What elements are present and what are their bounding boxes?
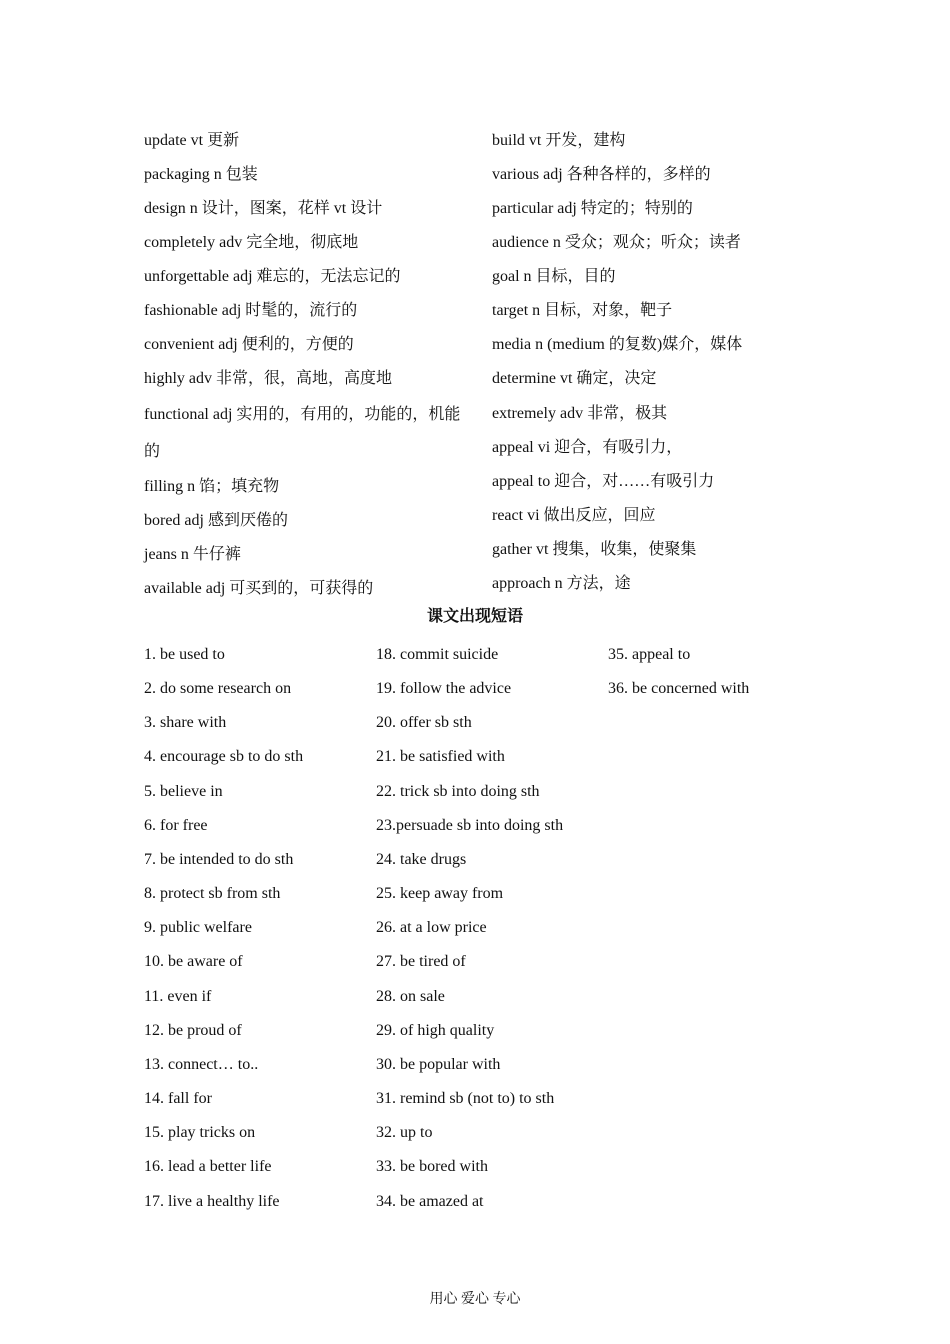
phrase-item: 20. offer sb sth — [376, 714, 472, 732]
phrase-item: 15. play tricks on — [144, 1124, 256, 1142]
phrase-item: 26. at a low price — [376, 919, 487, 937]
vocab-item: react vi 做出反应，回应 — [492, 507, 656, 524]
vocab-item: fashionable adj 时髦的，流行的 — [144, 302, 358, 319]
phrases-column-2 — [376, 638, 563, 1219]
vocab-item: media n (medium 的复数)媒介，媒体 — [492, 336, 743, 353]
phrase-item: 14. fall for — [144, 1090, 212, 1108]
phrase-item: 6. for free — [144, 816, 208, 834]
vocab-item: update vt 更新 — [144, 132, 240, 149]
phrases-column-1 — [144, 638, 303, 1219]
phrase-item: 23.persuade sb into doing sth — [376, 816, 564, 834]
phrase-item: 31. remind sb (not to) to sth — [376, 1090, 555, 1108]
vocab-item: convenient adj 便利的，方便的 — [144, 336, 354, 353]
phrase-item: 35. appeal to — [608, 646, 691, 663]
phrase-item: 19. follow the advice — [376, 680, 512, 698]
vocab-item: goal n 目标，目的 — [492, 268, 616, 285]
phrase-item: 18. commit suicide — [376, 646, 499, 663]
phrase-item: 27. be tired of — [376, 953, 466, 971]
phrase-item: 17. live a healthy life — [144, 1192, 280, 1210]
vocab-item: audience n 受众；观众；听众；读者 — [492, 234, 741, 251]
phrase-item: 21. be satisfied with — [376, 748, 505, 766]
vocabulary-right-column — [492, 124, 792, 601]
phrase-item: 12. be proud of — [144, 1021, 242, 1039]
phrase-item: 3. share with — [144, 714, 227, 732]
phrase-item: 11. even if — [144, 987, 212, 1005]
page-footer: 用心 爱心 专心 — [429, 1292, 521, 1307]
vocabulary-left-column — [144, 124, 469, 606]
vocab-item: various adj 各种各样的，多样的 — [492, 166, 711, 183]
phrase-item: 1. be used to — [144, 646, 225, 663]
phrase-item: 9. public welfare — [144, 919, 252, 937]
vocab-item: functional adj 实用的，有用的，功能的，机能的 — [144, 406, 461, 460]
vocab-item: available adj 可买到的，可获得的 — [144, 580, 374, 597]
phrase-item: 16. lead a better life — [144, 1158, 272, 1176]
phrase-item: 8. protect sb from sth — [144, 885, 281, 903]
vocab-item: appeal vi 迎合，有吸引力， — [492, 439, 683, 456]
phrase-item: 7. be intended to do sth — [144, 850, 294, 868]
phrase-item: 24. take drugs — [376, 850, 467, 868]
phrase-item: 5. believe in — [144, 782, 223, 800]
phrase-item: 13. connect… to.. — [144, 1055, 259, 1073]
vocab-item: build vt 开发，建构 — [492, 132, 626, 149]
phrase-item: 36. be concerned with — [608, 680, 750, 698]
phrases-column-3 — [608, 638, 749, 706]
vocab-item: extremely adv 非常，极其 — [492, 405, 668, 422]
phrase-item: 30. be popular with — [376, 1055, 501, 1073]
vocab-item: particular adj 特定的；特别的 — [492, 200, 693, 217]
phrase-item: 4. encourage sb to do sth — [144, 748, 304, 766]
vocab-item: jeans n 牛仔裤 — [144, 546, 241, 563]
phrase-item: 29. of high quality — [376, 1021, 495, 1039]
vocab-item: packaging n 包装 — [144, 166, 258, 183]
phrase-item: 10. be aware of — [144, 953, 243, 971]
phrases-heading: 课文出现短语 — [426, 608, 523, 625]
vocab-item: target n 目标，对象，靶子 — [492, 302, 673, 319]
phrase-item: 22. trick sb into doing sth — [376, 782, 540, 800]
vocab-item: completely adv 完全地，彻底地 — [144, 234, 359, 251]
vocab-item: bored adj 感到厌倦的 — [144, 512, 288, 529]
vocab-item: appeal to 迎合，对……有吸引力 — [492, 473, 715, 490]
vocab-item: approach n 方法，途 — [492, 575, 631, 592]
phrase-item: 34. be amazed at — [376, 1192, 484, 1210]
phrase-item: 28. on sale — [376, 987, 445, 1005]
phrase-item: 32. up to — [376, 1124, 433, 1142]
vocab-item: design n 设计，图案，花样 vt 设计 — [144, 200, 383, 217]
phrase-item: 25. keep away from — [376, 885, 504, 903]
vocab-item: determine vt 确定，决定 — [492, 370, 657, 387]
vocab-item: highly adv 非常，很，高地，高度地 — [144, 370, 392, 387]
vocab-item: unforgettable adj 难忘的，无法忘记的 — [144, 268, 401, 285]
phrase-item: 2. do some research on — [144, 680, 292, 698]
vocab-item: filling n 馅；填充物 — [144, 478, 280, 495]
phrase-item: 33. be bored with — [376, 1158, 488, 1176]
vocab-item: gather vt 搜集，收集，使聚集 — [492, 541, 697, 558]
